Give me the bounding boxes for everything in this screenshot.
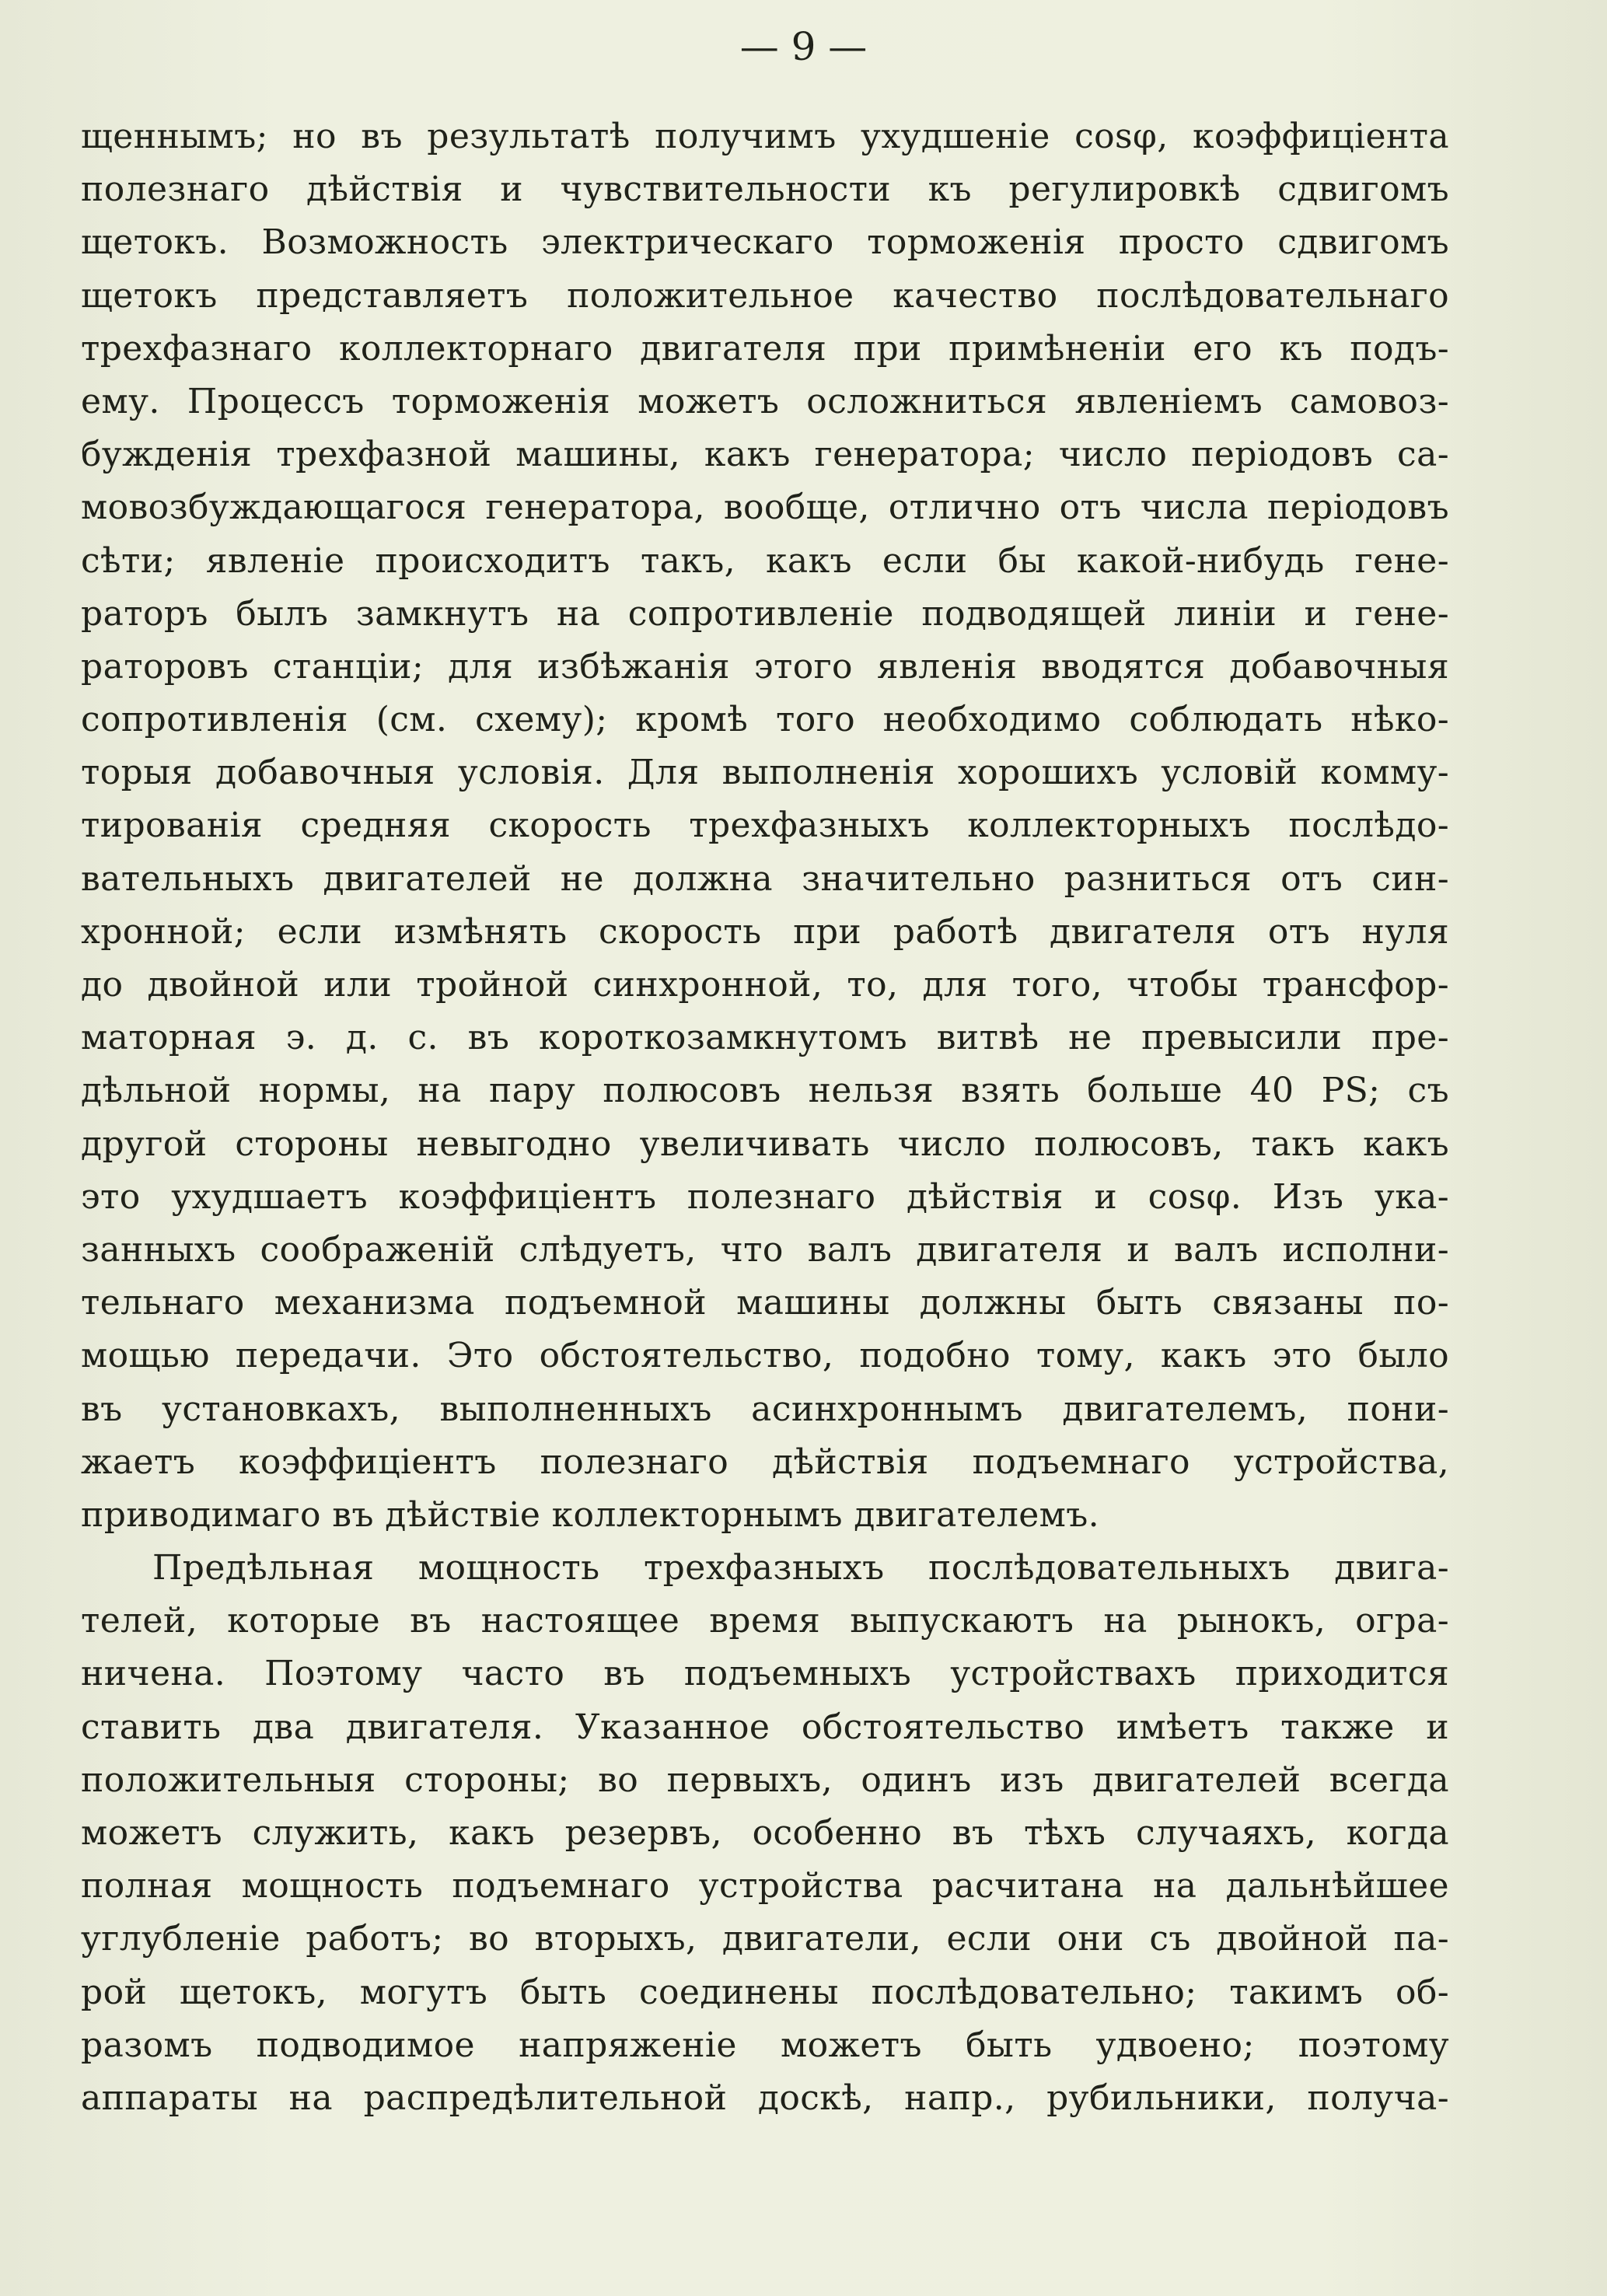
page-number: — 9 — [739, 24, 868, 69]
paragraph-line: Предѣльная мощность трехфазныхъ послѣдовательныхъ двига- [152, 1548, 1449, 1588]
paragraph-line: торыя добавочныя условія. Для выполненія хорошихъ условій комму- [81, 753, 1449, 793]
paragraph-line: вательныхъ двигателей не должна значительно разниться отъ син- [81, 858, 1449, 899]
paragraph-line: щетокъ представляетъ положительное качество послѣдовательнаго [81, 275, 1449, 316]
paragraph-line: бужденія трехфазной машины, какъ генератора; число періодовъ са- [81, 435, 1449, 475]
paragraph-line: телей, которые въ настоящее время выпускаютъ на рынокъ, огра- [81, 1601, 1449, 1641]
paragraph-line: щетокъ. Возможность электрическаго торможенія просто сдвигомъ [81, 222, 1449, 263]
paragraph-line: полная мощность подъемнаго устройства расчитана на дальнѣйшее [81, 1866, 1449, 1906]
paragraph-line: полезнаго дѣйствія и чувствительности къ регулировкѣ сдвигомъ [81, 169, 1449, 210]
paragraph-line: сопротивленія (см. схему); кромѣ того необходимо соблюдать нѣко- [81, 700, 1449, 740]
paragraph-line: мощью передачи. Это обстоятельство, подобно тому, какъ это было [81, 1336, 1449, 1376]
paragraph-line: раторъ былъ замкнутъ на сопротивленіе подводящей линіи и гене- [81, 593, 1449, 634]
paragraph-line: другой стороны невыгодно увеличивать число полюсовъ, такъ какъ [81, 1124, 1449, 1164]
paragraph-1 [81, 110, 1449, 1542]
paragraph-line: углубленіе работъ; во вторыхъ, двигатели, если они съ двойной па- [81, 1919, 1449, 1959]
paragraph-line: ставить два двигателя. Указанное обстоятельство имѣетъ также и [81, 1707, 1449, 1747]
paragraph-line: маторная э. д. с. въ короткозамкнутомъ витвѣ не превысили пре- [81, 1018, 1449, 1058]
paragraph-line: аппараты на распредѣлительной доскѣ, напр., рубильники, получа- [81, 2078, 1449, 2118]
paragraph-line: можетъ служить, какъ резервъ, особенно въ тѣхъ случаяхъ, когда [81, 1813, 1449, 1853]
paragraph-line: рой щетокъ, могутъ быть соединены послѣдовательно; такимъ об- [81, 1972, 1449, 2012]
paragraph-line: до двойной или тройной синхронной, то, для того, чтобы трансфор- [81, 965, 1449, 1005]
paragraph-line: разомъ подводимое напряженіе можетъ быть удвоено; поэтому [81, 2025, 1449, 2065]
paragraph-line: это ухудшаетъ коэффиціентъ полезнаго дѣйствія и cosφ. Изъ ука- [81, 1176, 1449, 1217]
paragraph-line: сѣти; явленіе происходитъ такъ, какъ если бы какой-нибудь гене- [81, 540, 1449, 581]
paragraph-line: трехфазнаго коллекторнаго двигателя при примѣненіи его къ подъ- [81, 328, 1449, 369]
paragraph-line: щеннымъ; но въ результатѣ получимъ ухудшеніе cosφ, коэффиціента [81, 117, 1449, 156]
paragraph-line: мовозбуждающагося генератора, вообще, отлично отъ числа періодовъ [81, 488, 1449, 528]
paragraph-line: положительныя стороны; во первыхъ, одинъ изъ двигателей всегда [81, 1760, 1449, 1800]
paragraph-line: тированія средняя скорость трехфазныхъ коллекторныхъ послѣдо- [81, 806, 1449, 846]
paragraph-line: жаетъ коэффиціентъ полезнаго дѣйствія подъемнаго устройства, [81, 1442, 1449, 1482]
paragraph-line: тельнаго механизма подъемной машины должны быть связаны по- [81, 1283, 1449, 1323]
paragraph-2 [81, 1542, 1449, 2125]
paragraph-line: приводимаго въ дѣйствіе коллекторнымъ двигателемъ. [81, 1494, 1100, 1535]
paragraph-line: хронной; если измѣнять скорость при работѣ двигателя отъ нуля [81, 911, 1449, 952]
paragraph-line: дѣльной нормы, на пару полюсовъ нельзя взять больше 40 PS; съ [81, 1071, 1449, 1111]
paragraph-line: въ установкахъ, выполненныхъ асинхроннымъ двигателемъ, пони- [81, 1389, 1449, 1429]
paragraph-line: ему. Процессъ торможенія можетъ осложниться явленіемъ самовоз- [81, 381, 1449, 421]
body-text [81, 110, 1449, 2125]
paragraph-line: раторовъ станціи; для избѣжанія этого явленія вводятся добавочныя [81, 646, 1449, 687]
paragraph-line: ничена. Поэтому часто въ подъемныхъ устройствахъ приходится [81, 1654, 1449, 1694]
paragraph-line: занныхъ соображеній слѣдуетъ, что валъ двигателя и валъ исполни- [81, 1229, 1449, 1270]
